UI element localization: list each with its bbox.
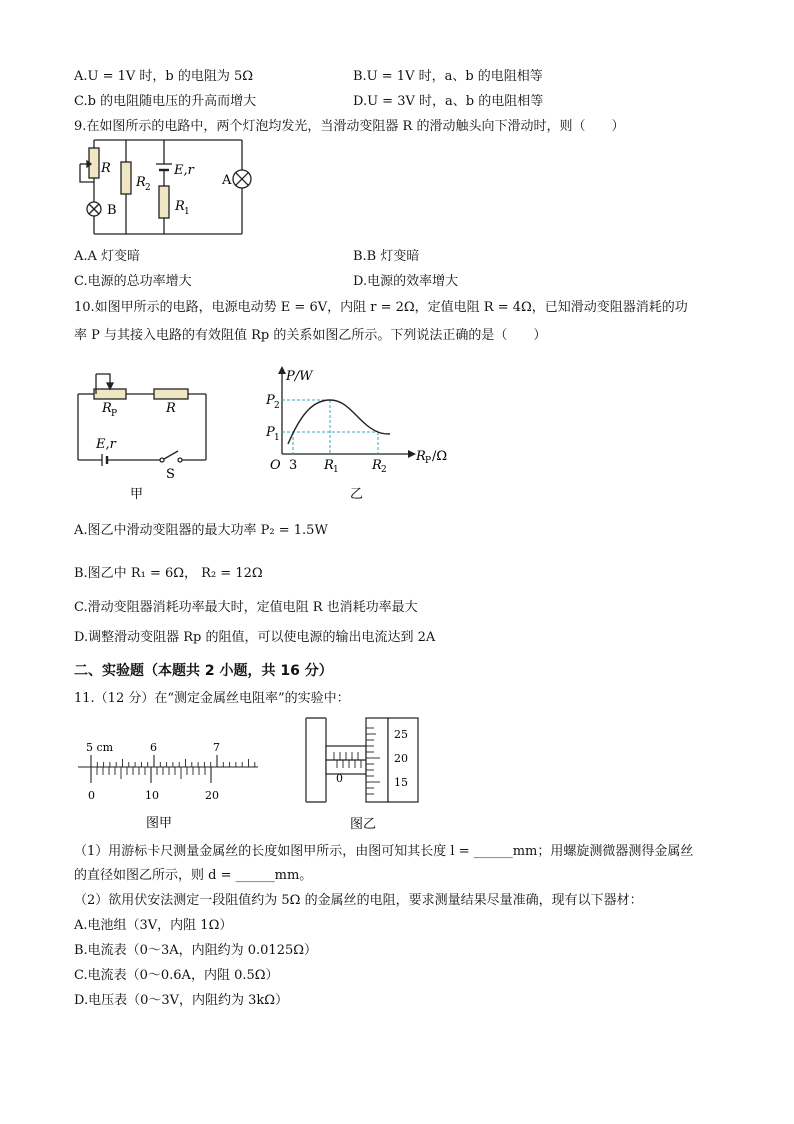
q11-micrometer-caption: 图乙 <box>350 817 377 832</box>
q10-stem-line1: 10.如图甲所示的电路，电源电动势 E = 6V，内阻 r = 2Ω，定值电阻 R = 4Ω，已知滑动变阻器消耗的功 <box>74 300 688 315</box>
q8-option-c: C.b 的电阻随电压的升高而增大 <box>74 94 257 109</box>
q11-caliper-figure <box>74 735 264 835</box>
q10-yi-tick-R2-sub: 2 <box>381 465 387 475</box>
q10-yi-curve <box>288 400 390 444</box>
q10-jia-label-Rp-sub: P <box>111 409 118 419</box>
q10-option-d: D.调整滑动变阻器 Rp 的阻值，可以使电源的输出电流达到 2A <box>74 630 436 645</box>
q11-stem: 11.（12 分）在“测定金属丝电阻率”的实验中： <box>74 691 350 706</box>
q11-micrometer-label-15: 15 <box>394 776 408 789</box>
q10-figure-yi <box>258 362 458 502</box>
q10-yi-xlabel-unit: /Ω <box>432 449 448 464</box>
q9-option-a: A.A 灯变暗 <box>74 249 141 264</box>
q11-caliper-label-7: 7 <box>213 741 220 754</box>
q9-option-d: D.电源的效率增大 <box>353 274 459 289</box>
q11-caliper-vernier-0: 0 <box>88 789 95 802</box>
q11-micrometer-label-25: 25 <box>394 728 408 741</box>
q9-option-c: C.电源的总功率增大 <box>74 274 192 289</box>
q9-circuit-figure <box>74 134 274 244</box>
q10-yi-tick-R1-sub: 1 <box>333 465 339 475</box>
q11-micrometer-label-0: 0 <box>336 772 343 785</box>
q10-yi-xlabel-sub: P <box>425 456 432 466</box>
q10-yi-ylabel: P/W <box>286 369 313 384</box>
q11-part1-line2: 的直径如图乙所示，则 d = ______mm。 <box>74 868 313 883</box>
q10-yi-P2-sub: 2 <box>274 401 280 411</box>
q11-part2: （2）欲用伏安法测定一段阻值约为 5Ω 的金属丝的电阻，要求测量结果尽量准确，现有以下器材： <box>74 893 643 908</box>
q10-yi-tick-R1: R <box>324 458 334 473</box>
q11-caliper-caption: 图甲 <box>146 816 173 831</box>
q9-label-R1: R <box>175 199 185 214</box>
q9-label-A: A <box>222 173 232 188</box>
q9-label-R1-sub: 1 <box>184 207 190 217</box>
q11-caliper-label-6: 6 <box>150 741 157 754</box>
q10-stem-line2: 率 P 与其接入电路的有效阻值 Rp 的关系如图乙所示。下列说法正确的是（ ） <box>74 328 547 343</box>
q10-yi-P2: P <box>266 393 275 408</box>
q9-stem: 9.在如图所示的电路中，两个灯泡均发光，当滑动变阻器 R 的滑动触头向下滑动时，则（ ） <box>74 119 625 134</box>
q10-jia-label-S: S <box>166 467 175 482</box>
q11-item-b: B.电流表（0～3A，内阻约为 0.0125Ω） <box>74 943 318 958</box>
q11-item-a: A.电池组（3V，内阻 1Ω） <box>74 918 233 933</box>
q10-option-c: C.滑动变阻器消耗功率最大时，定值电阻 R 也消耗功率最大 <box>74 600 418 615</box>
q10-option-a: A.图乙中滑动变阻器的最大功率 P₂ = 1.5W <box>74 523 328 538</box>
q10-yi-P1: P <box>266 425 275 440</box>
q8-option-b: B.U = 1V 时，a、b 的电阻相等 <box>353 69 543 84</box>
q10-yi-xlabel: R <box>416 449 426 464</box>
q10-figure-jia <box>74 362 214 502</box>
section-heading: 二、实验题（本题共 2 小题，共 16 分） <box>74 663 333 679</box>
q11-item-d: D.电压表（0～3V，内阻约为 3kΩ） <box>74 993 289 1008</box>
q8-option-d: D.U = 3V 时，a、b 的电阻相等 <box>353 94 544 109</box>
q11-caliper-vernier-20: 20 <box>205 789 219 802</box>
q10-yi-x-arrow <box>408 450 416 458</box>
q8-option-a: A.U = 1V 时，b 的电阻为 5Ω <box>74 69 254 84</box>
q9-label-R: R <box>101 161 111 176</box>
q9-label-Er: E,r <box>174 163 194 178</box>
q11-micrometer-label-20: 20 <box>394 752 408 765</box>
q10-yi-caption: 乙 <box>350 487 364 502</box>
q9-label-B: B <box>107 203 117 218</box>
q10-option-b: B.图乙中 R₁ = 6Ω， R₂ = 12Ω <box>74 566 263 581</box>
q10-yi-tick-R2: R <box>372 458 382 473</box>
q11-item-c: C.电流表（0～0.6A，内阻 0.5Ω） <box>74 968 279 983</box>
q10-yi-P1-sub: 1 <box>274 433 280 443</box>
q11-part1-line1: （1）用游标卡尺测量金属丝的长度如图甲所示，由图可知其长度 l = ______mm；用螺旋测微器测得金属丝 <box>74 844 694 859</box>
q10-yi-tick-3: 3 <box>289 458 298 473</box>
q11-caliper-vernier-10: 10 <box>145 789 159 802</box>
q9-label-R2-sub: 2 <box>145 183 151 193</box>
q10-yi-origin: O <box>270 458 281 473</box>
q10-jia-label-Er: E,r <box>96 437 116 452</box>
q10-jia-label-Rp: R <box>102 401 112 416</box>
q9-label-R2: R <box>136 175 146 190</box>
q9-option-b: B.B 灯变暗 <box>353 249 420 264</box>
q10-jia-caption: 甲 <box>130 487 144 502</box>
q10-jia-label-R: R <box>166 401 176 416</box>
q10-yi-y-arrow <box>278 366 286 374</box>
q11-micrometer-figure <box>300 712 430 834</box>
q11-caliper-label-5cm: 5 cm <box>86 741 114 754</box>
